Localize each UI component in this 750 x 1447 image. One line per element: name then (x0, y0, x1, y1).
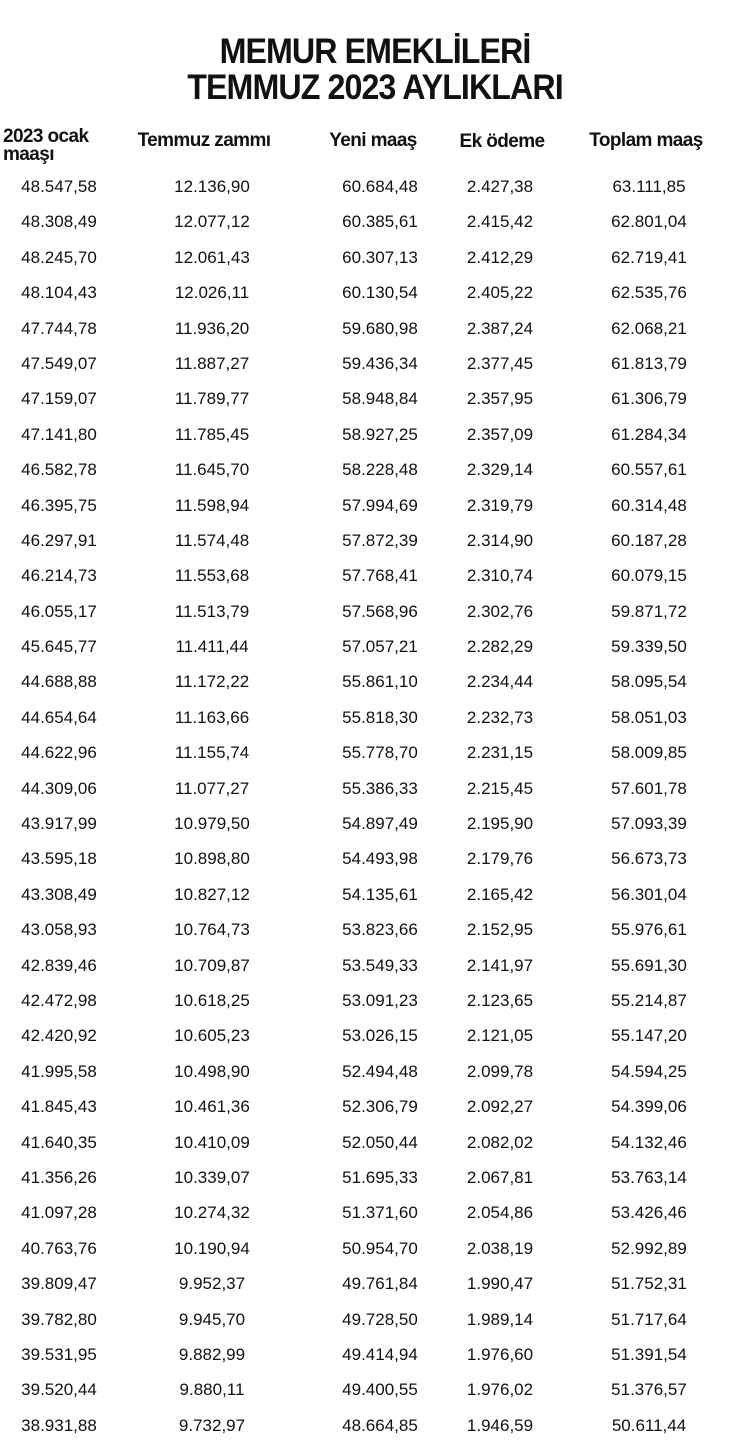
table-row (0, 418, 750, 453)
january-salary-cell: 47.744,78 (21, 318, 97, 338)
table-row (0, 276, 750, 311)
extra-payment-cell: 2.195,90 (466, 814, 534, 834)
july-raise-cell: 9.732,97 (178, 1415, 246, 1435)
extra-payment-cell: 1.989,14 (466, 1309, 534, 1329)
july-raise-cell: 10.827,12 (174, 884, 250, 904)
total-salary-cell: 52.992,89 (611, 1238, 687, 1258)
july-raise-cell: 11.645,70 (174, 460, 250, 480)
january-salary-cell: 47.141,80 (21, 424, 97, 444)
table-row (0, 1338, 750, 1373)
new-salary-cell: 60.385,61 (342, 212, 418, 232)
extra-payment-cell: 2.179,76 (466, 849, 534, 869)
title-line-1: MEMUR EMEKLİLERİ (219, 32, 531, 71)
new-salary-cell: 57.568,96 (342, 601, 418, 621)
new-salary-cell: 57.872,39 (342, 530, 418, 550)
header-january-salary (3, 128, 88, 164)
total-salary-cell: 55.147,20 (611, 1026, 687, 1046)
extra-payment-cell: 2.415,42 (466, 212, 534, 232)
header-january-salary-line-2: maaşı (3, 144, 54, 165)
extra-payment-cell: 2.038,19 (466, 1238, 534, 1258)
table-row (0, 1303, 750, 1338)
january-salary-cell: 46.582,78 (21, 460, 97, 480)
table-row (0, 1090, 750, 1125)
july-raise-cell: 11.163,66 (174, 707, 250, 727)
new-salary-cell: 48.664,85 (342, 1415, 418, 1435)
extra-payment-cell: 2.231,15 (466, 743, 534, 763)
january-salary-cell: 46.395,75 (21, 495, 97, 515)
table-row (0, 984, 750, 1019)
table-row (0, 453, 750, 488)
title-line-2: TEMMUZ 2023 AYLIKLARI (187, 68, 563, 107)
january-salary-cell: 41.356,26 (21, 1167, 97, 1187)
january-salary-cell: 48.104,43 (21, 283, 97, 303)
july-raise-cell: 11.789,77 (174, 389, 250, 409)
extra-payment-cell: 2.302,76 (466, 601, 534, 621)
extra-payment-cell: 2.319,79 (466, 495, 534, 515)
total-salary-cell: 62.535,76 (611, 283, 687, 303)
july-raise-cell: 9.945,70 (178, 1309, 246, 1329)
january-salary-cell: 39.531,95 (21, 1344, 97, 1364)
table-row (0, 842, 750, 877)
table-row (0, 1409, 750, 1444)
page-title (30, 34, 720, 106)
july-raise-cell: 9.882,99 (178, 1344, 246, 1364)
total-salary-cell: 60.557,61 (611, 460, 687, 480)
header-extra-payment: Ek ödeme (459, 131, 545, 152)
table-row (0, 1267, 750, 1302)
total-salary-cell: 55.214,87 (611, 990, 687, 1010)
table-row (0, 205, 750, 240)
extra-payment-cell: 2.329,14 (466, 460, 534, 480)
july-raise-cell: 10.605,23 (174, 1026, 250, 1046)
table-row (0, 1232, 750, 1267)
total-salary-cell: 60.079,15 (611, 566, 687, 586)
table-body (0, 170, 750, 1444)
july-raise-cell: 12.061,43 (174, 247, 250, 267)
july-raise-cell: 10.274,32 (174, 1203, 250, 1223)
total-salary-cell: 59.871,72 (611, 601, 687, 621)
january-salary-cell: 47.549,07 (21, 353, 97, 373)
july-raise-cell: 11.574,48 (174, 530, 250, 550)
total-salary-cell: 61.306,79 (611, 389, 687, 409)
table-header (0, 126, 750, 170)
total-salary-cell: 61.284,34 (611, 424, 687, 444)
new-salary-cell: 52.306,79 (342, 1097, 418, 1117)
july-raise-cell: 11.936,20 (174, 318, 250, 338)
extra-payment-cell: 2.310,74 (466, 566, 534, 586)
january-salary-cell: 41.640,35 (21, 1132, 97, 1152)
table-row (0, 170, 750, 205)
new-salary-cell: 57.057,21 (342, 637, 418, 657)
july-raise-cell: 11.077,27 (174, 778, 250, 798)
table-row (0, 878, 750, 913)
table-row (0, 312, 750, 347)
total-salary-cell: 58.051,03 (611, 707, 687, 727)
new-salary-cell: 59.436,34 (342, 353, 418, 373)
total-salary-cell: 51.752,31 (611, 1274, 687, 1294)
header-july-raise: Temmuz zammı (137, 130, 271, 151)
extra-payment-cell: 2.282,29 (466, 637, 534, 657)
new-salary-cell: 54.493,98 (342, 849, 418, 869)
new-salary-cell: 58.948,84 (342, 389, 418, 409)
january-salary-cell: 41.995,58 (21, 1061, 97, 1081)
new-salary-cell: 50.954,70 (342, 1238, 418, 1258)
total-salary-cell: 55.691,30 (611, 955, 687, 975)
new-salary-cell: 51.695,33 (342, 1167, 418, 1187)
july-raise-cell: 9.880,11 (179, 1380, 245, 1400)
january-salary-cell: 39.782,80 (21, 1309, 97, 1329)
july-raise-cell: 10.898,80 (174, 849, 250, 869)
january-salary-cell: 46.055,17 (21, 601, 97, 621)
total-salary-cell: 62.068,21 (611, 318, 687, 338)
header-new-salary: Yeni maaş (329, 130, 417, 151)
table-row (0, 1019, 750, 1054)
table-row (0, 1373, 750, 1408)
july-raise-cell: 10.410,09 (174, 1132, 250, 1152)
january-salary-cell: 41.845,43 (21, 1097, 97, 1117)
total-salary-cell: 60.314,48 (611, 495, 687, 515)
new-salary-cell: 58.228,48 (342, 460, 418, 480)
new-salary-cell: 55.861,10 (342, 672, 418, 692)
new-salary-cell: 49.728,50 (342, 1309, 418, 1329)
table-row (0, 489, 750, 524)
table-row (0, 1196, 750, 1231)
total-salary-cell: 56.673,73 (611, 849, 687, 869)
total-salary-cell: 60.187,28 (611, 530, 687, 550)
new-salary-cell: 57.994,69 (342, 495, 418, 515)
extra-payment-cell: 2.123,65 (466, 990, 534, 1010)
january-salary-cell: 43.595,18 (21, 849, 97, 869)
new-salary-cell: 52.050,44 (342, 1132, 418, 1152)
july-raise-cell: 12.026,11 (174, 283, 250, 303)
table-row (0, 701, 750, 736)
july-raise-cell: 11.155,74 (174, 743, 250, 763)
july-raise-cell: 10.461,36 (174, 1097, 250, 1117)
new-salary-cell: 60.130,54 (342, 283, 418, 303)
extra-payment-cell: 1.946,59 (466, 1415, 534, 1435)
table-row (0, 347, 750, 382)
new-salary-cell: 54.897,49 (342, 814, 418, 834)
total-salary-cell: 51.391,54 (611, 1344, 687, 1364)
new-salary-cell: 58.927,25 (342, 424, 418, 444)
table-row (0, 736, 750, 771)
new-salary-cell: 53.091,23 (342, 990, 418, 1010)
january-salary-cell: 42.839,46 (21, 955, 97, 975)
january-salary-cell: 44.688,88 (21, 672, 97, 692)
table-row (0, 630, 750, 665)
extra-payment-cell: 1.976,60 (466, 1344, 534, 1364)
table-row (0, 382, 750, 417)
july-raise-cell: 12.136,90 (174, 177, 250, 196)
table-row (0, 913, 750, 948)
new-salary-cell: 55.778,70 (342, 743, 418, 763)
new-salary-cell: 60.307,13 (342, 247, 418, 267)
extra-payment-cell: 2.405,22 (466, 283, 534, 303)
january-salary-cell: 44.654,64 (21, 707, 97, 727)
july-raise-cell: 11.887,27 (174, 353, 250, 373)
table-row (0, 524, 750, 559)
table-row (0, 559, 750, 594)
january-salary-cell: 48.308,49 (21, 212, 97, 232)
header-january-salary-line-1: 2023 ocak (3, 126, 89, 147)
extra-payment-cell: 1.976,02 (466, 1380, 534, 1400)
july-raise-cell: 12.077,12 (174, 212, 250, 232)
total-salary-cell: 57.601,78 (611, 778, 687, 798)
extra-payment-cell: 2.099,78 (466, 1061, 534, 1081)
total-salary-cell: 62.719,41 (611, 247, 687, 267)
january-salary-cell: 46.297,91 (21, 530, 97, 550)
extra-payment-cell: 2.387,24 (466, 318, 534, 338)
january-salary-cell: 45.645,77 (21, 637, 97, 657)
january-salary-cell: 38.931,88 (21, 1415, 97, 1435)
july-raise-cell: 10.709,87 (174, 955, 250, 975)
total-salary-cell: 53.763,14 (611, 1167, 687, 1187)
july-raise-cell: 11.785,45 (174, 424, 250, 444)
extra-payment-cell: 1.990,47 (466, 1274, 534, 1294)
january-salary-cell: 43.058,93 (21, 920, 97, 940)
total-salary-cell: 62.801,04 (611, 212, 687, 232)
table-row (0, 595, 750, 630)
extra-payment-cell: 2.054,86 (466, 1203, 534, 1223)
january-salary-cell: 42.472,98 (21, 990, 97, 1010)
july-raise-cell: 10.618,25 (174, 990, 250, 1010)
july-raise-cell: 10.498,90 (174, 1061, 250, 1081)
new-salary-cell: 49.414,94 (342, 1344, 418, 1364)
table-row (0, 1055, 750, 1090)
july-raise-cell: 11.553,68 (174, 566, 250, 586)
new-salary-cell: 55.386,33 (342, 778, 418, 798)
extra-payment-cell: 2.377,45 (466, 353, 534, 373)
new-salary-cell: 59.680,98 (342, 318, 418, 338)
new-salary-cell: 52.494,48 (342, 1061, 418, 1081)
extra-payment-cell: 2.152,95 (466, 920, 534, 940)
extra-payment-cell: 2.082,02 (466, 1132, 534, 1152)
new-salary-cell: 53.823,66 (342, 920, 418, 940)
july-raise-cell: 10.190,94 (174, 1238, 250, 1258)
total-salary-cell: 63.111,85 (612, 177, 686, 196)
total-salary-cell: 59.339,50 (611, 637, 687, 657)
january-salary-cell: 43.308,49 (21, 884, 97, 904)
header-total-salary: Toplam maaş (589, 130, 703, 151)
extra-payment-cell: 2.121,05 (466, 1026, 534, 1046)
january-salary-cell: 39.809,47 (21, 1274, 97, 1294)
total-salary-cell: 53.426,46 (611, 1203, 687, 1223)
july-raise-cell: 10.339,07 (174, 1167, 250, 1187)
total-salary-cell: 58.009,85 (611, 743, 687, 763)
extra-payment-cell: 2.427,38 (466, 177, 534, 196)
table-row (0, 807, 750, 842)
total-salary-cell: 61.813,79 (611, 353, 687, 373)
january-salary-cell: 48.245,70 (21, 247, 97, 267)
total-salary-cell: 56.301,04 (611, 884, 687, 904)
total-salary-cell: 58.095,54 (611, 672, 687, 692)
new-salary-cell: 60.684,48 (342, 177, 418, 196)
extra-payment-cell: 2.092,27 (466, 1097, 534, 1117)
total-salary-cell: 54.594,25 (611, 1061, 687, 1081)
extra-payment-cell: 2.141,97 (466, 955, 534, 975)
july-raise-cell: 9.952,37 (178, 1274, 246, 1294)
total-salary-cell: 57.093,39 (611, 814, 687, 834)
table-row (0, 1126, 750, 1161)
new-salary-cell: 49.400,55 (342, 1380, 418, 1400)
new-salary-cell: 53.549,33 (342, 955, 418, 975)
total-salary-cell: 51.376,57 (611, 1380, 687, 1400)
new-salary-cell: 49.761,84 (342, 1274, 418, 1294)
july-raise-cell: 11.411,44 (175, 637, 249, 657)
january-salary-cell: 44.622,96 (21, 743, 97, 763)
total-salary-cell: 54.132,46 (611, 1132, 687, 1152)
total-salary-cell: 55.976,61 (611, 920, 687, 940)
january-salary-cell: 42.420,92 (21, 1026, 97, 1046)
january-salary-cell: 46.214,73 (21, 566, 97, 586)
january-salary-cell: 44.309,06 (21, 778, 97, 798)
table-row (0, 1161, 750, 1196)
new-salary-cell: 54.135,61 (342, 884, 418, 904)
january-salary-cell: 39.520,44 (21, 1380, 97, 1400)
new-salary-cell: 51.371,60 (342, 1203, 418, 1223)
new-salary-cell: 57.768,41 (342, 566, 418, 586)
new-salary-cell: 53.026,15 (342, 1026, 418, 1046)
july-raise-cell: 10.764,73 (174, 920, 250, 940)
july-raise-cell: 10.979,50 (174, 814, 250, 834)
july-raise-cell: 11.598,94 (174, 495, 250, 515)
extra-payment-cell: 2.357,95 (466, 389, 534, 409)
january-salary-cell: 47.159,07 (21, 389, 97, 409)
total-salary-cell: 54.399,06 (611, 1097, 687, 1117)
extra-payment-cell: 2.234,44 (466, 672, 534, 692)
extra-payment-cell: 2.232,73 (466, 707, 534, 727)
july-raise-cell: 11.172,22 (174, 672, 250, 692)
january-salary-cell: 48.547,58 (21, 177, 97, 196)
new-salary-cell: 55.818,30 (342, 707, 418, 727)
extra-payment-cell: 2.357,09 (466, 424, 534, 444)
table-row (0, 241, 750, 276)
table-row (0, 665, 750, 700)
extra-payment-cell: 2.412,29 (466, 247, 534, 267)
total-salary-cell: 50.611,44 (611, 1415, 687, 1435)
extra-payment-cell: 2.067,81 (466, 1167, 534, 1187)
january-salary-cell: 43.917,99 (21, 814, 97, 834)
january-salary-cell: 40.763,76 (21, 1238, 97, 1258)
table-row (0, 772, 750, 807)
extra-payment-cell: 2.165,42 (466, 884, 534, 904)
january-salary-cell: 41.097,28 (21, 1203, 97, 1223)
total-salary-cell: 51.717,64 (611, 1309, 687, 1329)
extra-payment-cell: 2.215,45 (466, 778, 534, 798)
table-row (0, 949, 750, 984)
july-raise-cell: 11.513,79 (174, 601, 250, 621)
extra-payment-cell: 2.314,90 (466, 530, 534, 550)
